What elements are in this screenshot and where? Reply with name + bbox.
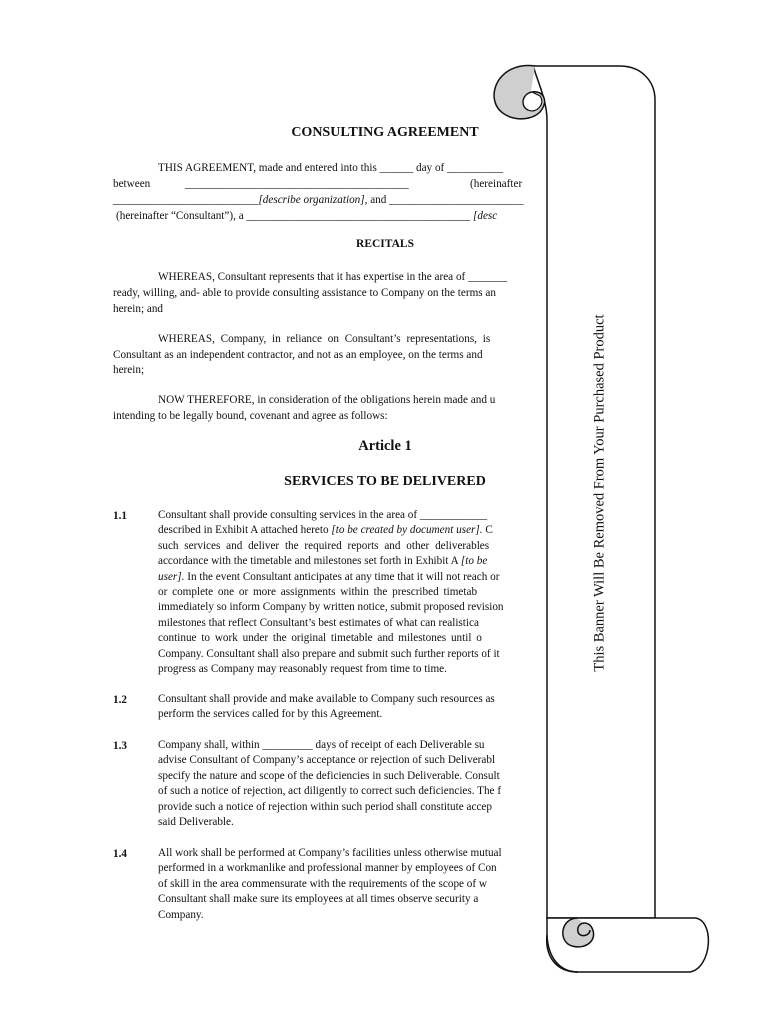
section-1-1-line-4a: accordance with the timetable and milestones set forth in Exhibit A [158, 555, 461, 568]
section-1-4-line: Company. [158, 908, 204, 921]
section-1-1-line: or complete one or more assignments within the prescribed timetab [158, 585, 478, 598]
section-1-1-line-5a: user]. [158, 570, 185, 583]
intro-line-4a: (hereinafter “Consultant”), a ________________________________________ [116, 210, 471, 222]
section-1-3-line: Company shall, within _________ days of receipt of each Deliverable su [158, 739, 485, 751]
recitals-heading: RECITALS [356, 238, 414, 250]
section-1-1-line: immediately so inform Company by written notice, submit proposed revision [158, 601, 504, 614]
recital3-line-1: NOW THEREFORE, in consideration of the obligations herein made and u [158, 394, 496, 406]
section-1-3-line: of such a notice of rejection, act diligently to correct such deficiencies. The f [158, 785, 502, 798]
recital2-line-1: WHEREAS, Company, in reliance on Consultant’s representations, is [158, 333, 491, 345]
article-title: SERVICES TO BE DELIVERED [284, 474, 486, 489]
recital3-line-2: intending to be legally bound, covenant and agree as follows: [113, 410, 388, 422]
section-1-1-line-4b: [to be [460, 555, 488, 568]
section-1-1-line: progress as Company may reasonably request from time to time. [158, 662, 447, 675]
section-1-3-line: provide such a notice of rejection within such period shall constitute accep [158, 800, 492, 813]
section-1-4-number: 1.4 [113, 848, 127, 860]
section-1-4-line: Consultant shall make sure its employees at all times observe security a [158, 893, 479, 906]
intro-line-2b: ________________________________________ [185, 178, 409, 190]
section-1-1-line-2b: [to be created by document user]. [331, 524, 483, 537]
section-1-2-line: Consultant shall provide and make available to Company such resources as [158, 693, 495, 705]
section-1-1-line-5b: In the event Consultant anticipates at any time that it will not reach or [184, 570, 500, 583]
section-1-1-line: Company. Consultant shall also prepare and submit such further reports of it [158, 647, 500, 660]
document-title: CONSULTING AGREEMENT [291, 125, 479, 140]
article-heading: Article 1 [358, 438, 412, 454]
intro-line-3a: __________________________ [113, 194, 259, 206]
section-1-4-line: of skill in the area commensurate with the requirements of the scope of w [158, 877, 487, 890]
intro-line-3b: [describe organization] [258, 194, 365, 206]
recital1-line-1: WHEREAS, Consultant represents that it has expertise in the area of _______ [158, 271, 508, 283]
banner-text: This Banner Will Be Removed From Your Purchased Product [591, 314, 608, 672]
recital2-line-3: herein; [113, 364, 145, 376]
recital1-line-3: herein; and [113, 303, 164, 315]
section-1-1-line: Consultant shall provide consulting services in the area of ____________ [158, 509, 488, 521]
intro-line-3c: , and ________________________ [364, 194, 524, 206]
section-1-3-line: advise Consultant of Company’s acceptance or rejection of such Deliverabl [158, 754, 496, 767]
section-1-1-line: milestones that reflect Consultant’s best estimates of what can realistica [158, 616, 479, 629]
recital1-line-2: ready, willing, and- able to provide consulting assistance to Company on the terms an [113, 287, 496, 299]
section-1-1-line: such services and deliver the required reports and other deliverables [158, 539, 490, 552]
section-1-3-line: said Deliverable. [158, 815, 234, 828]
section-1-3-number: 1.3 [113, 740, 127, 752]
section-1-4-line: All work shall be performed at Company’s facilities unless otherwise mutual [158, 847, 502, 859]
section-1-1-number: 1.1 [113, 510, 127, 522]
section-1-2-number: 1.2 [113, 694, 127, 706]
section-1-4-line: performed in a workmanlike and professional manner by employees of Con [158, 862, 497, 875]
recital2-line-2: Consultant as an independent contractor, and not as an employee, on the terms and [113, 349, 483, 361]
intro-line-1: THIS AGREEMENT, made and entered into this ______ day of __________ [158, 162, 503, 174]
intro-line-2a: between [113, 178, 151, 190]
intro-line-4b: [desc [473, 210, 498, 222]
section-1-1-line-2c: C [482, 524, 493, 537]
section-1-1-line: continue to work under the original timetable and milestones until o [158, 632, 482, 645]
section-1-1-line-2a: described in Exhibit A attached hereto [158, 524, 332, 537]
section-1-3-line: specify the nature and scope of the deficiencies in such Deliverable. Consult [158, 769, 500, 782]
intro-line-2c: (hereinafter [470, 178, 523, 190]
section-1-2-line: perform the services called for by this Agreement. [158, 708, 383, 721]
